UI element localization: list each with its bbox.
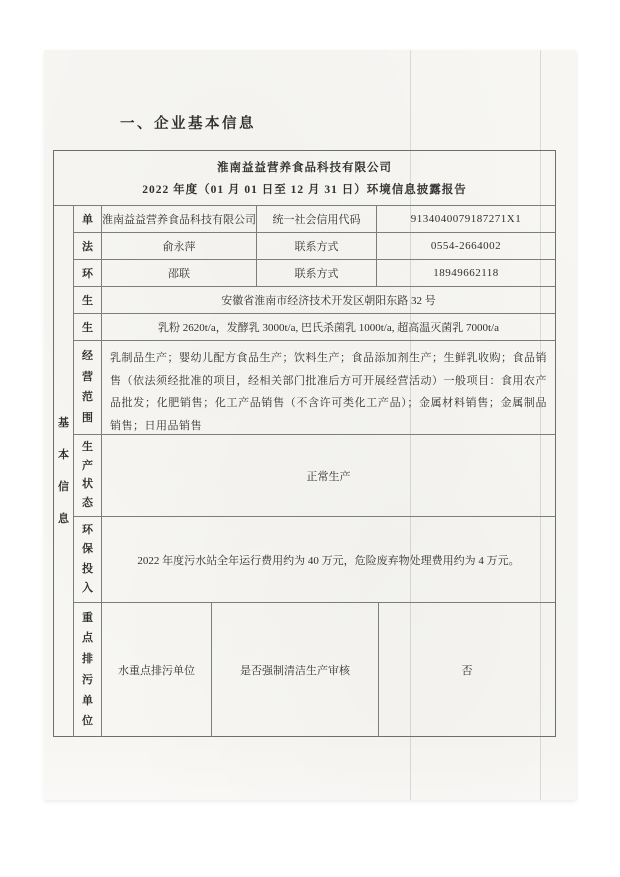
row-label: 生 <box>74 287 102 313</box>
contact-phone-value: 18949662118 <box>433 267 499 279</box>
table-body <box>54 206 555 737</box>
section-title: 一、企业基本信息 <box>120 116 256 132</box>
side-label-basic-info: 基 本 信 息 <box>54 206 74 737</box>
capacity-value: 乳粉 2620t/a，发酵乳 3000t/a, 巴氏杀菌乳 1000t/a, 超高温灭菌乳 7000t/a <box>158 322 499 334</box>
company-name-title: 淮南益益营养食品科技有限公司 <box>217 162 392 175</box>
table-title <box>54 151 555 206</box>
row-label: 重 点 排 污 单 位 <box>74 603 102 737</box>
row-key-pollutant-unit <box>74 603 555 737</box>
clean-production-audit-value: 否 <box>461 665 473 677</box>
credit-code-value: 9134040079187271X1 <box>410 213 522 225</box>
row-production-status <box>74 435 555 517</box>
env-investment-value: 2022 年度污水站全年运行费用约为 40 万元，危险废弃物处理费用约为 4 万元。 <box>137 554 520 567</box>
clean-production-audit-key: 是否强制清洁生产审核 <box>212 603 379 737</box>
row-env-investment <box>74 517 555 603</box>
company-name-value: 淮南益益营养食品科技有限公司 <box>102 206 257 232</box>
row-business-scope <box>74 341 555 435</box>
report-title: 2022 年度（01 月 01 日至 12 月 31 日）环境信息披露报告 <box>142 183 467 196</box>
env-contact-value: 邵联 <box>102 260 257 286</box>
row-label: 法 <box>74 233 102 259</box>
row-capacity <box>74 314 555 341</box>
row-legal-rep <box>74 233 555 260</box>
contact-phone-value: 0554-2664002 <box>430 240 502 252</box>
row-label: 经 营 范 围 <box>74 341 102 434</box>
row-label: 生 <box>74 314 102 340</box>
pollutant-unit-type-value: 水重点排污单位 <box>102 603 212 737</box>
business-scope-value: 乳制品生产；婴幼儿配方食品生产；饮料生产；食品添加剂生产；生鲜乳收购；食品销售（依法须经批准的项目，经相关部门批准后方可开展经营活动）一般项目：食用农产品批发；化肥销售；化工产品销售（不含许可类化工产品）；金属材料销售；金属制品销售；日用品销售 <box>110 352 547 432</box>
table-rows <box>74 206 555 737</box>
contact-key: 联系方式 <box>257 260 377 286</box>
row-label: 环 <box>74 260 102 286</box>
production-status-value: 正常生产 <box>306 470 351 483</box>
row-company-name <box>74 206 555 233</box>
row-address <box>74 287 555 314</box>
scanned-page <box>44 50 576 800</box>
credit-code-key: 统一社会信用代码 <box>257 206 377 232</box>
contact-key: 联系方式 <box>257 233 377 259</box>
legal-rep-value: 俞永萍 <box>102 233 257 259</box>
row-label: 环 保 投 入 <box>74 517 102 602</box>
address-value: 安徽省淮南市经济技术开发区朝阳东路 32 号 <box>221 295 436 307</box>
basic-info-table <box>53 150 556 737</box>
row-env-contact <box>74 260 555 287</box>
row-label: 单 <box>74 206 102 232</box>
row-label: 生 产 状 态 <box>74 435 102 516</box>
